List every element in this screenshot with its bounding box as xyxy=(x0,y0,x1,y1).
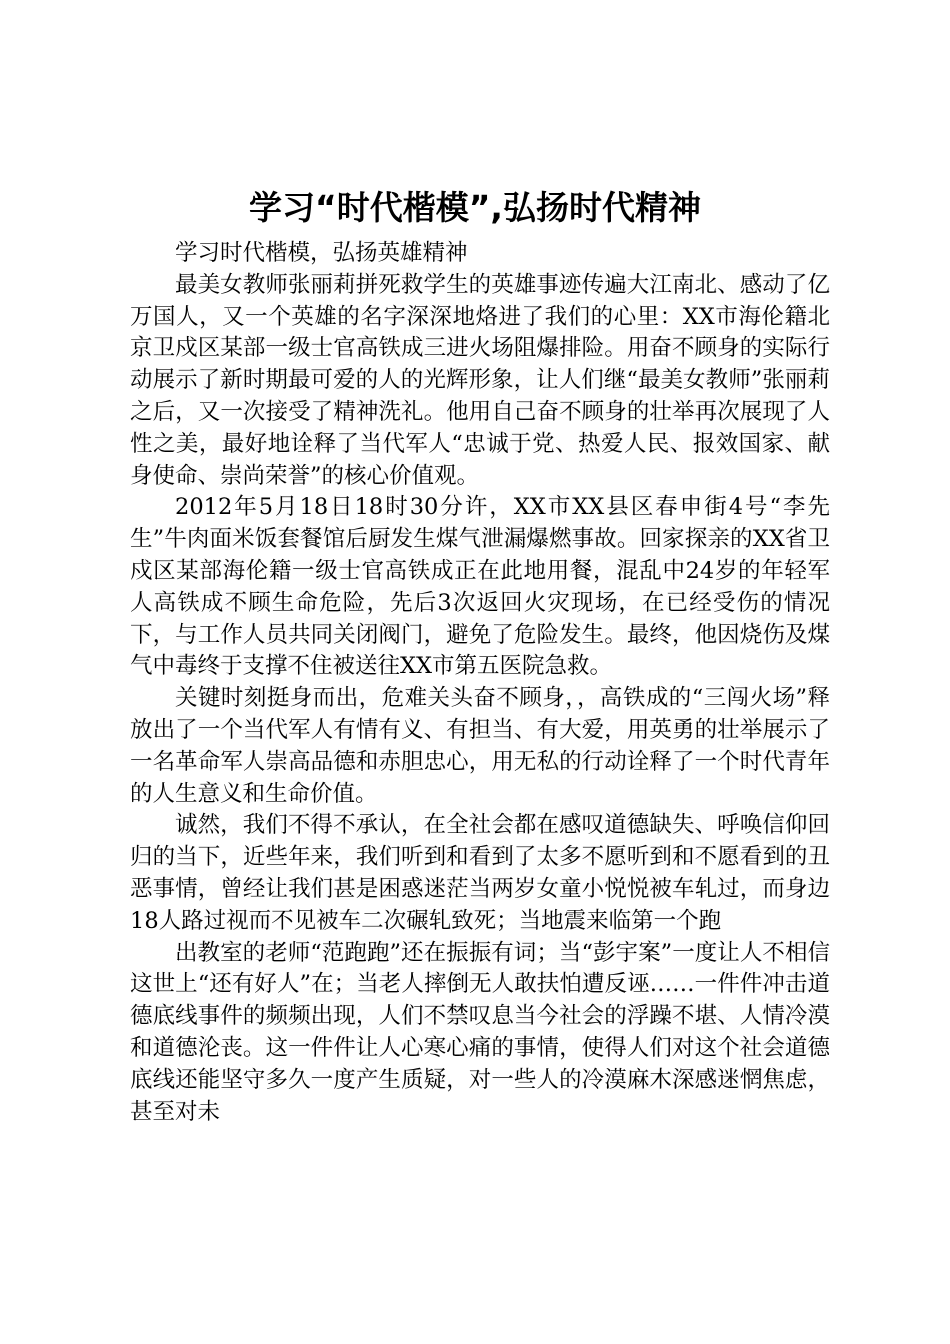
paragraph: 诚然，我们不得不承认，在全社会都在感叹道德缺失、呼唤信仰回归的当下，近些年来，我们听到和看到了太多不愿听到和不愿看到的丑恶事情，曾经让我们甚是困惑迷茫当两岁女童小悦悦被车轧过，而身边18人路过视而不见被车二次碾轧致死；当地震来临第一个跑 xyxy=(130,812,830,934)
paragraph: 最美女教师张丽莉拼死救学生的英雄事迹传遍大江南北、感动了亿万国人，又一个英雄的名字深深地烙进了我们的心里：XX市海伦籍北京卫戍区某部一级士官高铁成三进火场阻爆排险。用奋不顾身的实际行动展示了新时期最可爱的人的光辉形象，让人们继“最美女教师”张丽莉之后，又一次接受了精神洗礼。他用自己奋不顾身的壮举再次展现了人性之美，最好地诠释了当代军人“忠诚于党、热爱人民、报效国家、献身使命、崇尚荣誉”的核心价值观。 xyxy=(130,271,830,489)
paragraph: 关键时刻挺身而出，危难关头奋不顾身，，高铁成的“三闯火场”释放出了一个当代军人有情有义、有担当、有大爱，用英勇的壮举展示了一名革命军人崇高品德和赤胆忠心，用无私的行动诠释了一个时代青年的人生意义和生命价值。 xyxy=(130,685,830,807)
paragraph: 2012年5月18日18时30分许，XX市XX县区春申街4号“李先生”牛肉面米饭套餐馆后厨发生煤气泄漏爆燃事故。回家探亲的XX省卫戍区某部海伦籍一级士官高铁成正在此地用餐，混乱中24岁的年轻军人高铁成不顾生命危险，先后3次返回火灾现场，在已经受伤的情况下，与工作人员共同关闭阀门，避免了危险发生。最终，他因烧伤及煤气中毒终于支撑不住被送往XX市第五医院急救。 xyxy=(130,494,830,680)
document-title: 学习“时代楷模”,弘扬时代精神 xyxy=(249,188,701,227)
paragraph: 出教室的老师“范跑跑”还在振振有词；当“彭宇案”一度让人不相信这世上“还有好人”在；当老人摔倒无人敢扶怕遭反诬……一件件冲击道德底线事件的频频出现，人们不禁叹息当今社会的浮躁不堪、人情冷漠和道德沦丧。这一件件让人心寒心痛的事情，使得人们对这个社会道德底线还能坚守多久一度产生质疑，对一些人的冷漠麻木深感迷惘焦虑，甚至对未 xyxy=(130,939,830,1125)
paragraph-subtitle: 学习时代楷模，弘扬英雄精神 xyxy=(175,240,468,266)
document-body xyxy=(130,238,830,1128)
